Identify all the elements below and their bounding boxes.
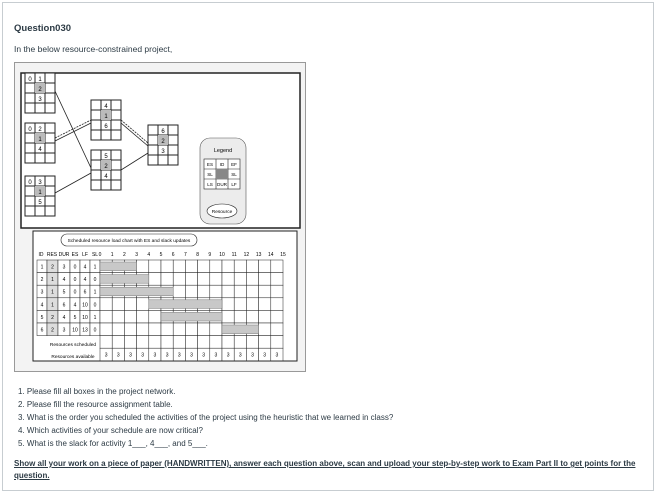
table-cell-value: 0 [73,264,77,271]
available-value: 3 [238,352,242,359]
node-1-es: 0 [28,77,32,83]
period-cell [173,323,185,336]
table-cell-value: 4 [83,264,87,271]
node-5 [91,150,121,190]
period-cell [271,298,283,311]
table-cell-value: 0 [73,277,77,284]
table-cell-value: 1 [51,289,54,296]
period-cell [161,323,173,336]
available-value: 3 [202,352,206,359]
period-cell [137,323,149,336]
available-value: 3 [263,352,267,359]
legend-dur: DUR [217,182,227,187]
table-cell-value: 0 [73,289,77,296]
activity-bar [149,300,222,309]
node-3-dur: 5 [38,200,42,206]
period-cell [259,323,271,336]
node-2-dur: 4 [38,147,42,153]
header-id: ID [38,252,44,258]
table-cell-value: 2 [51,264,54,271]
period-label: 2 [123,252,126,258]
period-cell [259,273,271,286]
available-value: 3 [177,352,181,359]
resources-scheduled-label: Resources scheduled [49,343,97,348]
legend-sl-right: SL [231,172,237,177]
period-cell [124,298,136,311]
period-cell [271,323,283,336]
chart-title: Scheduled resource load chart with ES and slack updates [67,239,191,244]
period-cell [222,298,234,311]
scheduled-cell [149,336,161,349]
period-label: 4 [147,252,151,258]
table-cell-value: 4 [62,314,66,321]
period-cell [222,273,234,286]
table-cell-value: 6 [40,327,44,334]
period-cell [259,260,271,273]
period-cell [198,260,210,273]
period-cell [259,310,271,323]
node-5-res: 2 [104,164,108,170]
period-cell [112,298,124,311]
available-value: 3 [275,352,279,359]
header-es: ES [71,252,79,258]
scheduled-cell [246,336,258,349]
scheduled-cell [271,336,283,349]
node-4-res: 1 [104,114,108,120]
period-cell [259,298,271,311]
activity-bar [100,262,137,271]
node-6-id: 6 [161,129,165,135]
scheduled-cell [161,336,173,349]
question-list [18,385,393,450]
header-res: RES [46,252,58,258]
period-cell [271,260,283,273]
node-6-dur: 3 [161,149,165,155]
period-cell [124,323,136,336]
table-cell-value: 0 [93,277,97,284]
period-cell [234,285,246,298]
table-cell-value: 3 [62,264,66,271]
node-1-dur: 3 [38,97,42,103]
node-5-dur: 4 [104,174,108,180]
period-cell [246,310,258,323]
question-item-1: 1. Please fill all boxes in the project network. [18,387,176,396]
available-value: 3 [190,352,193,359]
scheduled-cell [100,336,112,349]
period-cell [198,285,210,298]
table-cell-value: 4 [83,277,87,284]
table-cell-value: 2 [51,327,54,334]
scheduled-cell [259,336,271,349]
load-table [37,260,283,336]
activity-bar [100,275,149,284]
period-label: 11 [231,252,237,258]
node-3 [25,176,55,216]
period-cell [185,323,197,336]
period-cell [173,260,185,273]
table-cell-value: 5 [62,289,66,296]
resources-available-label: Resources available [51,355,95,360]
scheduled-cell [198,336,210,349]
available-value: 3 [104,352,108,359]
scheduled-cell [124,336,136,349]
table-cell-value: 6 [83,289,87,296]
period-cell [112,310,124,323]
node-1-res: 2 [38,87,42,93]
period-cell [149,310,161,323]
available-value: 3 [141,352,145,359]
legend-sl-left: SL [207,172,213,177]
period-cell [246,273,258,286]
period-cell [137,260,149,273]
header-lf: LF [82,252,88,258]
period-cell [271,273,283,286]
table-cell-value: 2 [40,277,44,284]
node-6-res: 2 [161,139,165,145]
node-6 [148,125,178,165]
question-item-3: 3. What is the order you scheduled the activities of the project using the heuristic that we learned in class? [18,413,394,422]
table-cell-value: 1 [51,277,54,284]
period-cell [112,323,124,336]
period-cell [185,273,197,286]
period-label: 9 [208,252,212,258]
period-cell [100,298,112,311]
scheduled-cell [234,336,246,349]
activity-bar [222,325,259,334]
table-cell-value: 13 [82,327,88,334]
table-cell-value: 3 [40,289,44,296]
table-cell-value: 2 [51,314,54,321]
period-cell [137,298,149,311]
legend-resource: Resource [211,210,233,215]
table-cell-value: 0 [93,327,97,334]
table-cell-value: 5 [73,314,77,321]
question-intro: In the below resource-constrained project, [14,44,173,54]
question-item-5: 5. What is the slack for activity 1___, 4___, and 5___. [18,439,208,448]
question-item-2: 2. Please fill the resource assignment table. [18,400,173,409]
project-figure [14,62,306,372]
question-item-4: 4. Which activities of your schedule are now critical? [18,426,203,435]
period-cell [234,298,246,311]
legend-lf: LF [231,182,237,187]
node-3-es: 0 [28,180,32,186]
period-cell [234,273,246,286]
table-cell-value: 10 [72,327,78,334]
period-cell [259,285,271,298]
legend-es: ES [206,162,214,167]
available-value: 3 [214,352,218,359]
period-cell [198,273,210,286]
node-2 [25,123,55,163]
period-cell [210,273,222,286]
resources-available-row [100,336,283,361]
period-label: 7 [184,252,187,258]
table-cell-value: 10 [82,314,88,321]
legend-ls: LS [207,182,213,187]
period-cell [246,285,258,298]
period-cell [173,285,185,298]
scheduled-cell [185,336,197,349]
table-cell-value: 1 [93,314,97,321]
period-cell [149,323,161,336]
period-cell [124,310,136,323]
node-3-res: 1 [38,190,42,196]
period-cell [161,260,173,273]
period-label: 8 [196,252,199,258]
period-cell [234,260,246,273]
available-value: 3 [165,352,169,359]
period-cell [222,310,234,323]
period-cell [222,260,234,273]
activity-bar [100,287,173,296]
period-cell [100,323,112,336]
period-label: 15 [280,252,286,258]
scheduled-cell [222,336,234,349]
header-dur: DUR [58,252,70,258]
period-label: 12 [243,252,250,258]
node-3-id: 3 [38,180,42,186]
table-cell-value: 1 [93,289,97,296]
table-cell-value: 4 [40,302,44,309]
period-cell [100,310,112,323]
node-5-id: 5 [104,154,108,160]
period-cell [271,285,283,298]
submission-instruction: Show all your work on a piece of paper (HANDWRITTEN), answer each question above, scan and upload your step-by-step work to Exam Part II to get points for the question. [14,459,636,480]
table-cell-value: 4 [73,302,77,309]
period-cell [210,285,222,298]
table-cell-value: 6 [62,302,66,309]
period-label: 14 [268,252,274,258]
period-label: 0 [98,252,102,258]
table-cell-value: 10 [82,302,88,309]
table-cell-value: 1 [51,302,54,309]
scheduled-cell [210,336,222,349]
available-value: 3 [251,352,254,359]
available-value: 3 [129,352,132,359]
period-label: 13 [255,252,262,258]
period-cell [210,323,222,336]
table-cell-value: 1 [93,264,97,271]
period-label: 5 [159,252,163,258]
period-cell [210,260,222,273]
period-label: 10 [219,252,225,258]
project-figure-svg [15,63,305,371]
scheduled-cell [173,336,185,349]
legend [200,138,246,224]
legend-title: Legend [213,148,233,154]
period-cell [246,260,258,273]
available-value: 3 [153,352,157,359]
table-cell-value: 5 [40,314,44,321]
node-1 [25,73,55,113]
table-cell-value: 4 [62,277,66,284]
activity-bar [161,312,222,321]
period-label: 6 [171,252,175,258]
period-cell [185,285,197,298]
period-label: 1 [110,252,114,258]
node-2-res: 1 [38,137,42,143]
period-cell [198,323,210,336]
node-4-dur: 6 [104,124,108,130]
available-value: 3 [226,352,230,359]
period-cell [234,310,246,323]
node-1-id: 1 [38,77,42,83]
node-2-id: 2 [38,127,42,133]
header-sl: SL [91,252,99,258]
period-cell [149,260,161,273]
table-cell-value: 1 [40,264,44,271]
scheduled-cell [112,336,124,349]
question-title: Question030 [14,23,72,34]
legend-ef: EF [231,162,237,167]
node-2-es: 0 [28,127,32,133]
period-cell [173,273,185,286]
period-cell [137,310,149,323]
period-cell [161,273,173,286]
node-4 [91,100,121,140]
available-value: 3 [116,352,120,359]
period-cell [246,298,258,311]
period-cell [149,273,161,286]
node-4-id: 4 [104,104,108,110]
table-cell-value: 3 [62,327,66,334]
period-cell [185,260,197,273]
table-cell-value: 0 [93,302,97,309]
scheduled-cell [137,336,149,349]
period-label: 3 [135,252,138,258]
period-cell [222,285,234,298]
legend-id: ID [219,162,225,167]
period-cell [271,310,283,323]
